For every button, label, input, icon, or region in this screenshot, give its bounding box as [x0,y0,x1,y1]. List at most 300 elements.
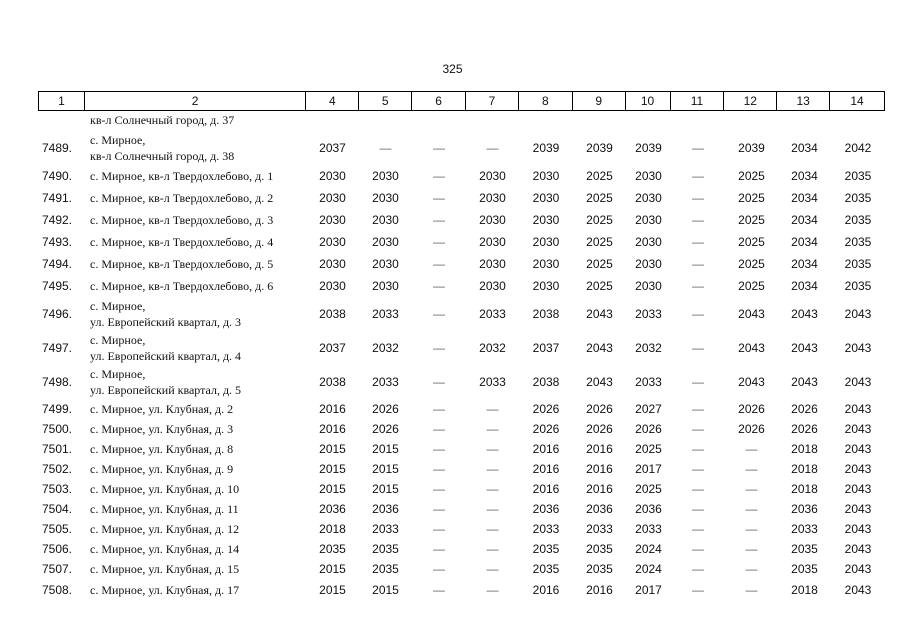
value-cell-col-10: 2030 [635,279,662,293]
value-cell-col-6: — [433,213,445,227]
value-cell-col-5: 2035 [372,562,399,576]
value-cell-col-14: 2043 [844,562,872,576]
value-cell-col-13: 2043 [791,375,818,389]
address-line-1: с. Мирное, ул. Клубная, д. 15 [90,562,240,576]
row-number: 7495. [41,279,72,293]
value-cell-col-10: 2025 [635,442,662,456]
value-cell-col-9: 2025 [586,235,613,249]
value-cell-col-6: — [433,257,445,271]
value-cell-col-14: 2042 [844,141,872,155]
value-cell-col-4: 2015 [319,562,346,576]
value-cell-col-8: 2016 [532,582,560,597]
value-cell-col-8: 2026 [532,402,560,416]
value-cell-col-13: 2034 [791,141,818,155]
value-cell-col-9: 2016 [586,582,613,597]
value-cell-col-13: 2034 [791,279,818,293]
value-cell-col-12: — [745,562,758,576]
value-cell-col-9: 2025 [586,191,613,205]
table-body [38,111,885,600]
value-cell-col-8: 2030 [532,169,560,183]
row-number: 7491. [41,191,72,205]
address-cell [84,297,306,331]
value-cell-col-6: — [433,279,445,293]
address-line-1: с. Мирное, кв-л Твердохлебово, д. 6 [90,279,274,293]
value-cell-col-6: — [433,402,445,416]
address-line-1: с. Мирное, ул. Клубная, д. 17 [90,582,240,597]
value-cell-col-13: 2026 [791,402,818,416]
value-cell-col-9: 2043 [586,375,613,389]
value-cell-col-11: — [692,402,704,416]
row-number: 7489. [41,141,72,155]
address-line-1: с. Мирное, ул. Клубная, д. 11 [90,502,239,516]
value-cell-col-14: 2043 [844,542,872,556]
value-cell-col-14: 2043 [844,502,872,516]
address-cell [84,365,306,399]
value-cell-col-4: 2035 [319,542,346,556]
address-line-1: с. Мирное, ул. Клубная, д. 10 [90,482,240,496]
header-cell-col-10: 10 [626,92,671,110]
address-line-2: кв-л Солнечный город, д. 38 [90,149,235,163]
value-cell-col-8: 2030 [532,213,560,227]
value-cell-col-8: 2035 [532,542,560,556]
address-line-1: с. Мирное, ул. Клубная, д. 3 [90,422,234,436]
value-cell-col-11: — [692,582,704,597]
value-cell-col-11: — [692,307,704,321]
address-cell [84,187,306,209]
value-cell-col-6: — [433,341,445,355]
address-cell [84,165,306,187]
value-cell-col-13: 2026 [791,422,818,436]
value-cell-col-12: 2043 [738,307,765,321]
value-cell-col-6: — [433,542,445,556]
address-line-1: с. Мирное, кв-л Твердохлебово, д. 5 [90,257,274,271]
value-cell-col-14: 2043 [844,402,872,416]
value-cell-col-5: 2036 [372,502,399,516]
value-cell-col-4: 2038 [319,375,346,389]
value-cell-col-11: — [692,522,704,536]
value-cell-col-13: 2034 [791,191,818,205]
value-cell-col-12: 2025 [738,257,765,271]
value-cell-col-14: 2043 [844,442,872,456]
table-row [38,187,885,209]
address-line-1: с. Мирное, [90,333,146,347]
value-cell-col-4: 2015 [319,462,346,476]
address-cell [84,519,306,539]
value-cell-col-10: 2032 [635,341,662,355]
value-cell-col-11: — [692,442,704,456]
value-cell-col-7: — [486,582,499,597]
address-cell [84,459,306,479]
table-row [38,579,885,600]
value-cell-col-7: 2030 [479,257,506,271]
value-cell-col-9: 2025 [586,169,613,183]
value-cell-col-7: 2030 [479,191,506,205]
row-number: 7508. [41,582,72,597]
header-cell-col-5: 5 [359,92,412,110]
value-cell-col-5: 2030 [372,191,399,205]
value-cell-col-8: 2026 [532,422,560,436]
value-cell-col-14: 2043 [844,582,872,597]
value-cell-col-8: 2030 [532,191,560,205]
value-cell-col-12: 2043 [738,375,765,389]
value-cell-col-6: — [433,482,445,496]
value-cell-col-5: 2015 [372,442,399,456]
value-cell-col-12: 2026 [738,422,765,436]
address-cell [84,399,306,419]
value-cell-col-5: 2035 [372,542,399,556]
value-cell-col-9: 2016 [586,462,613,476]
value-cell-col-7: — [486,402,499,416]
value-cell-col-5: 2030 [372,279,399,293]
value-cell-col-7: 2032 [479,341,506,355]
value-cell-col-14: 2035 [844,191,872,205]
value-cell-col-10: 2030 [635,257,662,271]
value-cell-col-12: 2043 [738,341,765,355]
value-cell-col-9: 2035 [586,562,613,576]
row-number: 7502. [41,462,72,476]
value-cell-col-5: 2015 [372,482,399,496]
value-cell-col-14: 2043 [844,422,872,436]
address-cell [84,331,306,365]
value-cell-col-11: — [692,562,704,576]
value-cell-col-13: 2043 [791,341,818,355]
value-cell-col-5: 2030 [372,213,399,227]
table-row [38,231,885,253]
value-cell-col-10: 2030 [635,213,662,227]
value-cell-col-10: 2027 [635,402,662,416]
table-row [38,479,885,499]
header-cell-col-1: 1 [39,92,85,110]
value-cell-col-7: — [486,482,499,496]
value-cell-col-5: 2015 [372,462,399,476]
value-cell-col-7: 2033 [479,375,506,389]
value-cell-col-8: 2038 [532,307,560,321]
table-header [38,91,885,111]
value-cell-col-5: — [379,141,392,155]
value-cell-col-10: 2030 [635,235,662,249]
value-cell-col-11: — [692,422,704,436]
value-cell-col-7: — [486,462,499,476]
value-cell-col-11: — [692,341,704,355]
value-cell-col-7: — [486,502,499,516]
value-cell-col-10: 2033 [635,307,662,321]
row-number: 7500. [41,422,72,436]
value-cell-col-4: 2030 [319,169,346,183]
value-cell-col-5: 2015 [372,582,399,597]
value-cell-col-4: 2036 [319,502,346,516]
row-number: 7504. [41,502,72,516]
address-cell [84,559,306,579]
table-row [38,439,885,459]
row-number: 7493. [41,235,72,249]
value-cell-col-11: — [692,542,704,556]
value-cell-col-4: 2030 [319,213,346,227]
table-row [38,275,885,297]
data-table [38,91,885,600]
row-number: 7498. [41,375,72,389]
value-cell-col-4: 2037 [319,341,346,355]
value-cell-col-5: 2026 [372,422,399,436]
address-line-1: с. Мирное, ул. Клубная, д. 14 [90,542,240,556]
address-line-2: ул. Европейский квартал, д. 3 [90,315,242,329]
table-row [38,459,885,479]
header-cell-col-14: 14 [850,94,864,108]
address-cell [84,275,306,297]
address-line-1: с. Мирное, [90,367,146,381]
address-line-2: ул. Европейский квартал, д. 5 [90,383,242,397]
value-cell-col-12: — [745,482,758,496]
value-cell-col-11: — [692,279,704,293]
value-cell-col-10: 2036 [635,502,662,516]
address-cell [84,419,306,439]
value-cell-col-10: 2017 [635,462,662,476]
value-cell-col-4: 2037 [319,141,346,155]
value-cell-col-13: 2018 [791,582,818,597]
value-cell-col-11: — [692,235,704,249]
value-cell-col-8: 2030 [532,279,560,293]
address-cell [84,539,306,559]
value-cell-col-13: 2043 [791,307,818,321]
value-cell-col-5: 2026 [372,402,399,416]
value-cell-col-6: — [433,462,445,476]
value-cell-col-5: 2030 [372,235,399,249]
row-number: 7505. [41,522,72,536]
value-cell-col-10: 2024 [635,562,662,576]
page-number: 325 [442,62,463,76]
value-cell-col-6: — [433,562,445,576]
value-cell-col-7: — [486,562,499,576]
value-cell-col-6: — [433,375,445,389]
value-cell-col-7: 2030 [479,169,506,183]
value-cell-col-7: 2033 [479,307,506,321]
continuation-row [38,111,885,131]
value-cell-col-8: 2030 [532,257,560,271]
value-cell-col-8: 2016 [532,462,560,476]
address-cell [84,439,306,459]
value-cell-col-7: — [486,542,499,556]
value-cell-col-9: 2016 [586,442,613,456]
value-cell-col-6: — [433,235,445,249]
value-cell-col-14: 2043 [844,462,872,476]
table-row [38,559,885,579]
value-cell-col-12: 2025 [738,191,765,205]
value-cell-col-14: 2035 [844,279,872,293]
row-number: 7494. [41,257,72,271]
value-cell-col-4: 2016 [319,402,346,416]
value-cell-col-9: 2035 [586,542,613,556]
address-cell [84,231,306,253]
value-cell-col-7: — [486,522,499,536]
value-cell-col-10: 2025 [635,482,662,496]
address-line-1: с. Мирное, кв-л Твердохлебово, д. 1 [90,169,274,183]
value-cell-col-4: 2030 [319,235,346,249]
header-cell-col-9: 9 [573,92,626,110]
value-cell-col-14: 2043 [844,522,872,536]
value-cell-col-12: — [745,582,758,597]
value-cell-col-6: — [433,191,445,205]
table-row [38,297,885,331]
value-cell-col-14: 2043 [844,307,872,321]
value-cell-col-9: 2025 [586,213,613,227]
value-cell-col-13: 2033 [791,522,818,536]
value-cell-col-7: 2030 [479,279,506,293]
header-cell-col-11: 11 [671,92,725,110]
value-cell-col-11: — [692,462,704,476]
value-cell-col-4: 2030 [319,191,346,205]
value-cell-col-4: 2016 [319,422,346,436]
value-cell-col-9: 2016 [586,482,613,496]
table-row [38,419,885,439]
header-cell-col-2: 2 [85,92,306,110]
value-cell-col-10: 2033 [635,375,662,389]
value-cell-col-10: 2039 [635,141,662,155]
row-number: 7492. [41,213,72,227]
value-cell-col-7: 2030 [479,235,506,249]
value-cell-col-6: — [433,442,445,456]
address-cell [84,131,306,165]
value-cell-col-9: 2043 [586,341,613,355]
value-cell-col-10: 2030 [635,191,662,205]
value-cell-col-8: 2033 [532,522,560,536]
value-cell-col-10: 2017 [635,582,662,597]
value-cell-col-12: 2025 [738,213,765,227]
value-cell-col-12: 2026 [738,402,765,416]
value-cell-col-13: 2034 [791,257,818,271]
value-cell-col-13: 2018 [791,482,818,496]
value-cell-col-14: 2035 [844,257,872,271]
address-line-1: с. Мирное, ул. Клубная, д. 8 [90,442,234,456]
table-row [38,519,885,539]
header-cell-col-4: 4 [306,92,359,110]
value-cell-col-10: 2030 [635,169,662,183]
value-cell-col-6: — [433,522,445,536]
address-cell [84,499,306,519]
address-cell [84,479,306,499]
table-row [38,131,885,165]
value-cell-col-10: 2026 [635,422,662,436]
value-cell-col-13: 2018 [791,442,818,456]
value-cell-col-9: 2043 [586,307,613,321]
address-cell [84,579,306,600]
value-cell-col-14: 2043 [844,341,872,355]
value-cell-col-11: — [692,257,704,271]
address-line-2: ул. Европейский квартал, д. 4 [90,349,242,363]
address-line-1: с. Мирное, ул. Клубная, д. 9 [90,462,234,476]
header-cell-col-12: 12 [724,92,777,110]
value-cell-col-4: 2015 [319,482,346,496]
value-cell-col-7: 2030 [479,213,506,227]
value-cell-col-11: — [692,482,704,496]
value-cell-col-8: 2039 [532,141,560,155]
value-cell-col-9: 2039 [586,141,613,155]
address-line-1: с. Мирное, ул. Клубная, д. 2 [90,402,234,416]
row-number: 7496. [41,307,72,321]
value-cell-col-7: — [486,422,499,436]
value-cell-col-9: 2033 [586,522,613,536]
value-cell-col-13: 2036 [791,502,818,516]
value-cell-col-4: 2015 [319,442,346,456]
value-cell-col-14: 2035 [844,235,872,249]
table-row [38,399,885,419]
table-row [38,499,885,519]
table-row [38,331,885,365]
value-cell-col-5: 2032 [372,341,399,355]
value-cell-col-5: 2030 [372,257,399,271]
value-cell-col-11: — [692,191,704,205]
address-line-1: с. Мирное, кв-л Твердохлебово, д. 2 [90,191,274,205]
value-cell-col-14: 2035 [844,169,872,183]
value-cell-col-9: 2026 [586,422,613,436]
continuation-address: кв-л Солнечный город, д. 37 [90,113,235,127]
value-cell-col-7: — [486,141,499,155]
value-cell-col-8: 2037 [532,341,560,355]
value-cell-col-8: 2016 [532,482,560,496]
value-cell-col-8: 2035 [532,562,560,576]
value-cell-col-12: 2025 [738,235,765,249]
value-cell-col-8: 2030 [532,235,560,249]
value-cell-col-6: — [433,502,445,516]
value-cell-col-6: — [433,307,445,321]
address-line-1: с. Мирное, [90,299,146,313]
value-cell-col-10: 2024 [635,542,662,556]
value-cell-col-8: 2036 [532,502,560,516]
value-cell-col-5: 2033 [372,307,399,321]
value-cell-col-6: — [433,422,445,436]
value-cell-col-6: — [433,582,445,597]
value-cell-col-6: — [433,141,445,155]
value-cell-col-4: 2030 [319,257,346,271]
table-row [38,539,885,559]
value-cell-col-12: — [745,442,758,456]
row-number: 7507. [41,562,72,576]
value-cell-col-13: 2034 [791,235,818,249]
value-cell-col-5: 2033 [372,522,399,536]
row-number: 7506. [41,542,72,556]
row-number: 7490. [41,169,72,183]
value-cell-col-14: 2043 [844,375,872,389]
value-cell-col-12: 2039 [738,141,765,155]
table-row [38,365,885,399]
value-cell-col-13: 2034 [791,169,818,183]
value-cell-col-6: — [433,169,445,183]
header-cell-col-8: 8 [519,92,573,110]
value-cell-col-4: 2018 [319,522,346,536]
value-cell-col-4: 2038 [319,307,346,321]
value-cell-col-9: 2025 [586,279,613,293]
value-cell-col-13: 2035 [791,562,818,576]
address-line-1: с. Мирное, кв-л Твердохлебово, д. 3 [90,213,274,227]
value-cell-col-4: 2015 [319,582,346,597]
value-cell-col-12: — [745,542,758,556]
header-cell-col-6: 6 [412,92,466,110]
value-cell-col-10: 2033 [635,522,662,536]
address-line-1: с. Мирное, [90,133,146,147]
value-cell-col-14: 2035 [844,213,872,227]
value-cell-col-8: 2038 [532,375,560,389]
value-cell-col-5: 2030 [372,169,399,183]
value-cell-col-12: — [745,522,758,536]
row-number: 7497. [41,341,72,355]
value-cell-col-9: 2036 [586,502,613,516]
table-row [38,253,885,275]
value-cell-col-12: 2025 [738,279,765,293]
value-cell-col-11: — [692,502,704,516]
value-cell-col-13: 2035 [791,542,818,556]
value-cell-col-11: — [692,141,704,155]
row-number: 7503. [41,482,72,496]
value-cell-col-9: 2025 [586,257,613,271]
address-line-1: с. Мирное, ул. Клубная, д. 12 [90,522,240,536]
